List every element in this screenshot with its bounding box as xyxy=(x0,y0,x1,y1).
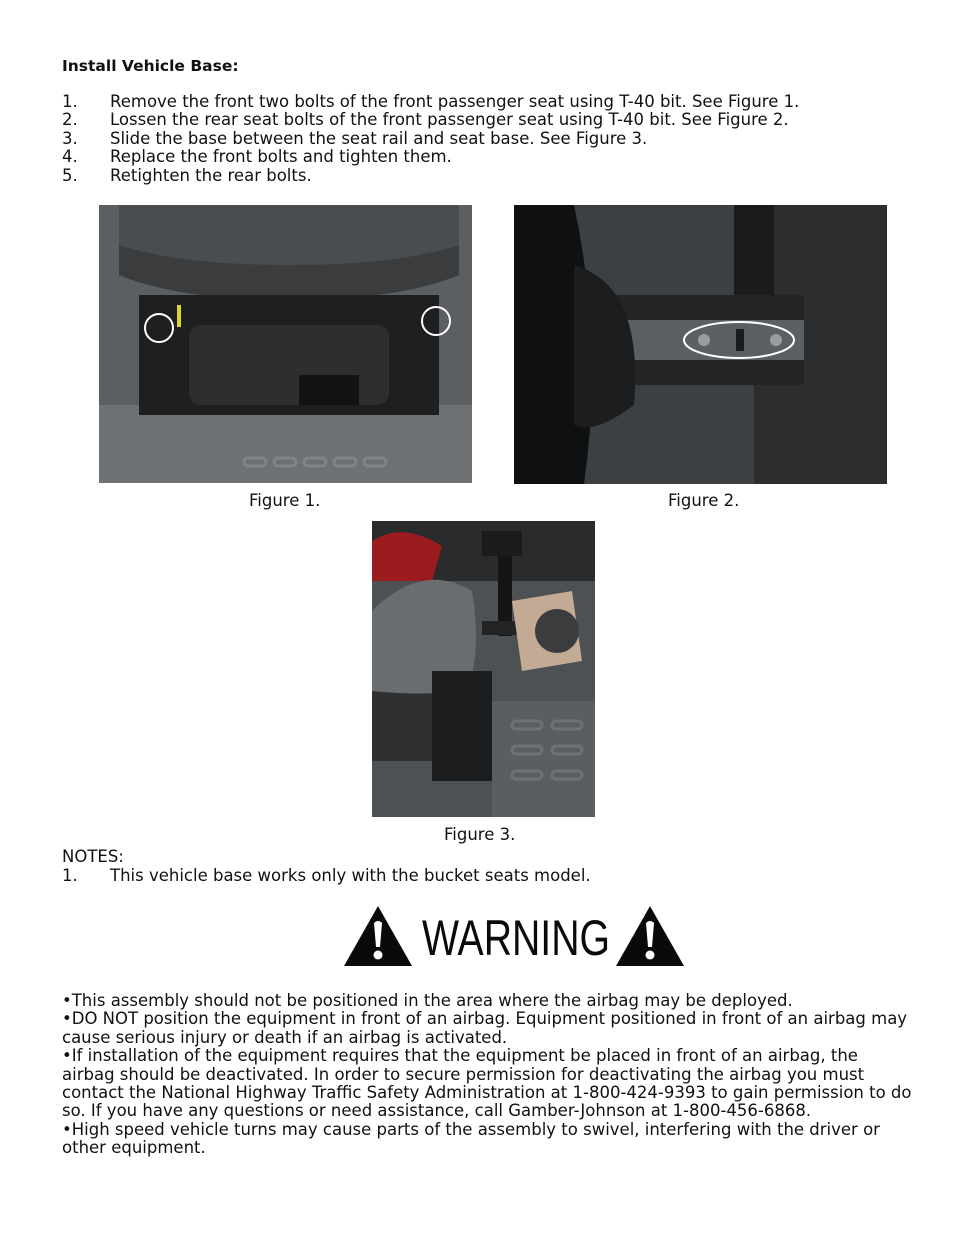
figure-1-photo xyxy=(99,205,472,483)
note-number: 1. xyxy=(62,866,78,885)
list-item xyxy=(62,866,954,884)
warning-bullet: •This assembly should not be positioned in the area where the airbag may be deployed. xyxy=(62,991,793,1010)
warning-label: WARNING xyxy=(422,910,610,966)
step-text: Lossen the rear seat bolts of the front passenger seat using T-40 bit. See Figure 2. xyxy=(110,110,789,130)
figure-3-photo xyxy=(372,521,595,817)
figure-2-caption: Figure 2. xyxy=(668,491,740,510)
step-number: 2. xyxy=(62,110,78,130)
step-number: 1. xyxy=(62,92,78,111)
step-text: Remove the front two bolts of the front passenger seat using T-40 bit. See Figure 1. xyxy=(110,92,800,111)
step-text: Replace the front bolts and tighten them. xyxy=(110,147,452,167)
warning-banner xyxy=(344,903,688,969)
step-text: Slide the base between the seat rail and seat base. See Figure 3. xyxy=(110,128,648,148)
figure-2-photo xyxy=(514,205,887,484)
warning-triangle-icon xyxy=(616,906,684,966)
figure-3-caption: Figure 3. xyxy=(444,825,516,844)
step-number: 4. xyxy=(62,147,78,167)
notes-title: NOTES: xyxy=(62,847,124,866)
warning-bullet: •If installation of the equipment requires that the equipment be placed in front of an airbag, the airbag should be deactivated. In order to secure permission for deactivating the airbag you must contact the National Highway Traffic Safety Administration at 1-800-424-9393 to gain permission to do so. If you have any questions or need assistance, call Gamber-Johnson at 1-800-456-6868. xyxy=(62,1046,912,1121)
warning-triangle-icon xyxy=(344,906,412,966)
warning-bullet: •High speed vehicle turns may cause parts of the assembly to swivel, interfering with the driver or other equipment. xyxy=(62,1119,880,1158)
warning-bullet: •DO NOT position the equipment in front of an airbag. Equipment positioned in front of an airbag may cause serious injury or death if an airbag is activated. xyxy=(62,1009,908,1047)
note-text: This vehicle base works only with the bucket seats model. xyxy=(110,866,591,885)
warning-text xyxy=(62,992,912,1158)
step-number: 5. xyxy=(62,165,78,185)
section-heading: Install Vehicle Base: xyxy=(62,57,239,75)
figure-1-caption: Figure 1. xyxy=(249,491,321,510)
step-text: Retighten the rear bolts. xyxy=(110,165,312,185)
step-number: 3. xyxy=(62,128,78,148)
